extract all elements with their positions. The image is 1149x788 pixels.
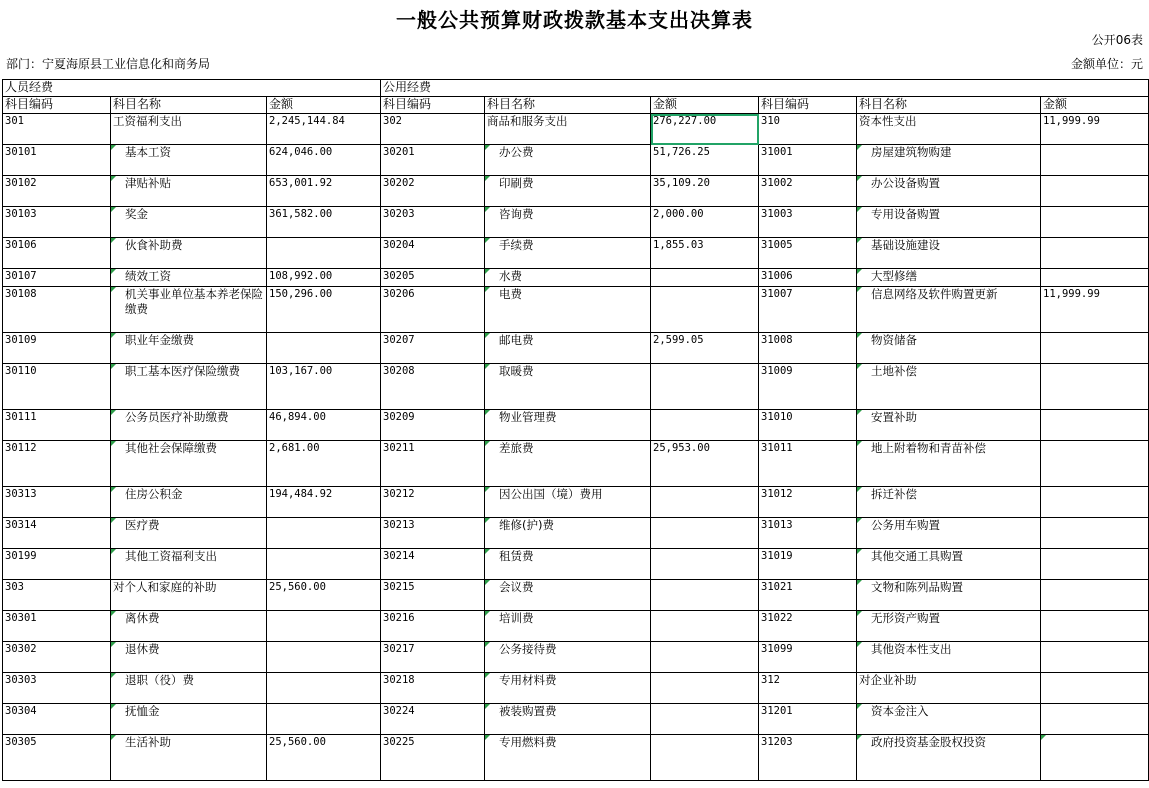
name-cell[interactable]: 对个人和家庭的补助 (111, 580, 267, 611)
name-cell[interactable]: 基础设施建设 (857, 238, 1041, 269)
amount-cell[interactable] (651, 735, 759, 781)
name-cell[interactable]: 离休费 (111, 611, 267, 642)
code-cell[interactable]: 30107 (3, 269, 111, 287)
amount-cell[interactable] (651, 611, 759, 642)
name-cell[interactable]: 拆迁补偿 (857, 487, 1041, 518)
table-row (3, 364, 1149, 410)
code-cell[interactable]: 30209 (381, 410, 485, 441)
amount-cell[interactable] (651, 410, 759, 441)
name-cell[interactable]: 无形资产购置 (857, 611, 1041, 642)
code-cell[interactable]: 31013 (759, 518, 857, 549)
amount-cell[interactable] (267, 673, 381, 704)
table-row (3, 145, 1149, 176)
amount-cell[interactable] (1041, 207, 1149, 238)
code-cell[interactable]: 30207 (381, 333, 485, 364)
code-cell[interactable]: 30303 (3, 673, 111, 704)
code-cell[interactable]: 30213 (381, 518, 485, 549)
amount-cell[interactable] (1041, 549, 1149, 580)
name-cell[interactable]: 退休费 (111, 642, 267, 673)
amount-cell[interactable] (651, 704, 759, 735)
table-row (3, 114, 1149, 145)
amount-cell[interactable]: 25,560.00 (267, 735, 381, 781)
code-cell[interactable]: 31203 (759, 735, 857, 781)
table-row (3, 673, 1149, 704)
name-cell[interactable]: 住房公积金 (111, 487, 267, 518)
code-cell[interactable]: 31003 (759, 207, 857, 238)
code-cell[interactable]: 30101 (3, 145, 111, 176)
code-cell[interactable]: 31006 (759, 269, 857, 287)
name-cell[interactable]: 培训费 (485, 611, 651, 642)
name-cell[interactable]: 其他社会保障缴费 (111, 441, 267, 487)
name-cell[interactable]: 公务员医疗补助缴费 (111, 410, 267, 441)
amount-cell[interactable]: 25,953.00 (651, 441, 759, 487)
name-cell[interactable]: 商品和服务支出 (485, 114, 651, 145)
name-cell[interactable]: 房屋建筑物购建 (857, 145, 1041, 176)
code-cell[interactable]: 30103 (3, 207, 111, 238)
header-code-1[interactable]: 科目编码 (3, 97, 111, 114)
amount-cell[interactable]: 108,992.00 (267, 269, 381, 287)
expenditure-table (2, 79, 1149, 781)
name-cell[interactable]: 取暖费 (485, 364, 651, 410)
name-cell[interactable]: 土地补偿 (857, 364, 1041, 410)
name-cell[interactable]: 职工基本医疗保险缴费 (111, 364, 267, 410)
amount-cell[interactable] (1041, 145, 1149, 176)
amount-cell[interactable]: 194,484.92 (267, 487, 381, 518)
header-row (3, 97, 1149, 114)
amount-unit-label: 金额单位：元 (1070, 57, 1143, 71)
table-row (3, 441, 1149, 487)
code-cell[interactable]: 30224 (381, 704, 485, 735)
amount-cell[interactable] (651, 364, 759, 410)
table-row (3, 549, 1149, 580)
code-cell[interactable]: 30109 (3, 333, 111, 364)
name-cell[interactable]: 办公设备购置 (857, 176, 1041, 207)
amount-cell[interactable]: 51,726.25 (651, 145, 759, 176)
name-cell[interactable]: 职业年金缴费 (111, 333, 267, 364)
code-cell[interactable]: 30217 (381, 642, 485, 673)
amount-cell[interactable] (267, 238, 381, 269)
name-cell[interactable]: 物资储备 (857, 333, 1041, 364)
amount-cell[interactable] (651, 549, 759, 580)
table-row (3, 207, 1149, 238)
header-amount-2[interactable]: 金额 (651, 97, 759, 114)
name-cell[interactable]: 政府投资基金股权投资 (857, 735, 1041, 781)
table-row (3, 333, 1149, 364)
table-row (3, 238, 1149, 269)
amount-cell[interactable] (1041, 642, 1149, 673)
name-cell[interactable]: 物业管理费 (485, 410, 651, 441)
section-public[interactable]: 公用经费 (381, 80, 1149, 97)
code-cell[interactable]: 31099 (759, 642, 857, 673)
amount-cell[interactable]: 2,599.05 (651, 333, 759, 364)
code-cell[interactable]: 30199 (3, 549, 111, 580)
name-cell[interactable]: 水费 (485, 269, 651, 287)
code-cell[interactable]: 30206 (381, 287, 485, 333)
amount-cell[interactable] (1041, 673, 1149, 704)
amount-cell[interactable]: 11,999.99 (1041, 114, 1149, 145)
code-cell[interactable]: 30302 (3, 642, 111, 673)
amount-cell[interactable]: 103,167.00 (267, 364, 381, 410)
name-cell[interactable]: 其他交通工具购置 (857, 549, 1041, 580)
code-cell[interactable]: 31010 (759, 410, 857, 441)
code-cell[interactable]: 30305 (3, 735, 111, 781)
name-cell[interactable]: 其他工资福利支出 (111, 549, 267, 580)
table-row (3, 735, 1149, 781)
name-cell[interactable]: 资本性支出 (857, 114, 1041, 145)
code-cell[interactable]: 30102 (3, 176, 111, 207)
page-title: 一般公共预算财政拨款基本支出决算表 (396, 8, 753, 32)
amount-cell[interactable]: 653,001.92 (267, 176, 381, 207)
name-cell[interactable]: 机关事业单位基本养老保险缴费 (111, 287, 267, 333)
amount-cell[interactable] (651, 673, 759, 704)
name-cell[interactable]: 津贴补贴 (111, 176, 267, 207)
header-name-3[interactable]: 科目名称 (857, 97, 1041, 114)
name-cell[interactable]: 生活补助 (111, 735, 267, 781)
name-cell[interactable]: 文物和陈列品购置 (857, 580, 1041, 611)
form-number: 公开06表 (1091, 33, 1143, 47)
amount-cell[interactable] (267, 518, 381, 549)
code-cell[interactable]: 312 (759, 673, 857, 704)
code-cell[interactable]: 30218 (381, 673, 485, 704)
code-cell[interactable]: 310 (759, 114, 857, 145)
name-cell[interactable]: 专用燃料费 (485, 735, 651, 781)
header-amount-1[interactable]: 金额 (267, 97, 381, 114)
code-cell[interactable]: 30106 (3, 238, 111, 269)
section-personnel[interactable]: 人员经费 (3, 80, 381, 97)
amount-cell[interactable] (651, 269, 759, 287)
table-row (3, 176, 1149, 207)
amount-cell[interactable]: 1,855.03 (651, 238, 759, 269)
amount-cell[interactable] (1041, 518, 1149, 549)
table-row (3, 642, 1149, 673)
table-row (3, 611, 1149, 642)
name-cell[interactable]: 专用设备购置 (857, 207, 1041, 238)
name-cell[interactable]: 邮电费 (485, 333, 651, 364)
name-cell[interactable]: 地上附着物和青苗补偿 (857, 441, 1041, 487)
code-cell[interactable]: 30202 (381, 176, 485, 207)
name-cell[interactable]: 安置补助 (857, 410, 1041, 441)
table-row (3, 580, 1149, 611)
code-cell[interactable]: 30304 (3, 704, 111, 735)
amount-cell[interactable] (267, 611, 381, 642)
code-cell[interactable]: 30111 (3, 410, 111, 441)
name-cell[interactable]: 退职（役）费 (111, 673, 267, 704)
amount-cell[interactable]: 46,894.00 (267, 410, 381, 441)
name-cell[interactable]: 大型修缮 (857, 269, 1041, 287)
name-cell[interactable]: 因公出国（境）费用 (485, 487, 651, 518)
amount-cell[interactable] (1041, 410, 1149, 441)
amount-cell[interactable] (1041, 269, 1149, 287)
code-cell[interactable]: 30205 (381, 269, 485, 287)
name-cell[interactable]: 对企业补助 (857, 673, 1041, 704)
code-cell[interactable]: 31005 (759, 238, 857, 269)
amount-cell[interactable] (651, 580, 759, 611)
code-cell[interactable]: 31022 (759, 611, 857, 642)
amount-cell[interactable] (651, 642, 759, 673)
header-code-3[interactable]: 科目编码 (759, 97, 857, 114)
code-cell[interactable]: 30201 (381, 145, 485, 176)
amount-cell[interactable] (1041, 611, 1149, 642)
code-cell[interactable]: 30225 (381, 735, 485, 781)
code-cell[interactable]: 30108 (3, 287, 111, 333)
code-cell[interactable]: 30212 (381, 487, 485, 518)
amount-cell[interactable] (267, 704, 381, 735)
code-cell[interactable]: 301 (3, 114, 111, 145)
name-cell[interactable]: 公务接待费 (485, 642, 651, 673)
amount-cell[interactable] (1041, 238, 1149, 269)
code-cell[interactable]: 31002 (759, 176, 857, 207)
code-cell[interactable]: 31011 (759, 441, 857, 487)
code-cell[interactable]: 31008 (759, 333, 857, 364)
code-cell[interactable]: 31201 (759, 704, 857, 735)
code-cell[interactable]: 302 (381, 114, 485, 145)
amount-cell[interactable]: 276,227.00 (651, 114, 759, 145)
name-cell[interactable]: 会议费 (485, 580, 651, 611)
code-cell[interactable]: 30301 (3, 611, 111, 642)
code-cell[interactable]: 30313 (3, 487, 111, 518)
name-cell[interactable]: 医疗费 (111, 518, 267, 549)
table-row (3, 704, 1149, 735)
name-cell[interactable]: 咨询费 (485, 207, 651, 238)
name-cell[interactable]: 基本工资 (111, 145, 267, 176)
code-cell[interactable]: 31021 (759, 580, 857, 611)
code-cell[interactable]: 30203 (381, 207, 485, 238)
name-cell[interactable]: 工资福利支出 (111, 114, 267, 145)
name-cell[interactable]: 印刷费 (485, 176, 651, 207)
table-row (3, 518, 1149, 549)
amount-cell[interactable] (1041, 441, 1149, 487)
name-cell[interactable]: 租赁费 (485, 549, 651, 580)
code-cell[interactable]: 30216 (381, 611, 485, 642)
name-cell[interactable]: 绩效工资 (111, 269, 267, 287)
header-amount-3[interactable]: 金额 (1041, 97, 1149, 114)
table-row (3, 487, 1149, 518)
header-code-2[interactable]: 科目编码 (381, 97, 485, 114)
name-cell[interactable]: 专用材料费 (485, 673, 651, 704)
amount-cell[interactable]: 361,582.00 (267, 207, 381, 238)
code-cell[interactable]: 30204 (381, 238, 485, 269)
header-name-2[interactable]: 科目名称 (485, 97, 651, 114)
amount-cell[interactable] (267, 549, 381, 580)
code-cell[interactable]: 31019 (759, 549, 857, 580)
name-cell[interactable]: 维修(护)费 (485, 518, 651, 549)
table-row (3, 410, 1149, 441)
code-cell[interactable]: 30110 (3, 364, 111, 410)
code-cell[interactable]: 31012 (759, 487, 857, 518)
name-cell[interactable]: 资本金注入 (857, 704, 1041, 735)
department-label: 部门：宁夏海原县工业信息化和商务局 (6, 57, 211, 71)
amount-cell[interactable]: 2,681.00 (267, 441, 381, 487)
name-cell[interactable]: 公务用车购置 (857, 518, 1041, 549)
name-cell[interactable]: 奖金 (111, 207, 267, 238)
amount-cell[interactable] (1041, 735, 1149, 781)
amount-cell[interactable] (1041, 333, 1149, 364)
name-cell[interactable]: 电费 (485, 287, 651, 333)
name-cell[interactable]: 其他资本性支出 (857, 642, 1041, 673)
amount-cell[interactable] (1041, 580, 1149, 611)
code-cell[interactable]: 30215 (381, 580, 485, 611)
amount-cell[interactable] (267, 333, 381, 364)
amount-cell[interactable]: 11,999.99 (1041, 287, 1149, 333)
code-cell[interactable]: 31009 (759, 364, 857, 410)
name-cell[interactable]: 抚恤金 (111, 704, 267, 735)
name-cell[interactable]: 伙食补助费 (111, 238, 267, 269)
code-cell[interactable]: 30208 (381, 364, 485, 410)
code-cell[interactable]: 31001 (759, 145, 857, 176)
amount-cell[interactable] (1041, 487, 1149, 518)
amount-cell[interactable]: 624,046.00 (267, 145, 381, 176)
amount-cell[interactable] (1041, 176, 1149, 207)
header-name-1[interactable]: 科目名称 (111, 97, 267, 114)
amount-cell[interactable]: 25,560.00 (267, 580, 381, 611)
amount-cell[interactable] (651, 487, 759, 518)
amount-cell[interactable]: 2,000.00 (651, 207, 759, 238)
name-cell[interactable]: 差旅费 (485, 441, 651, 487)
section-row (3, 80, 1149, 97)
amount-cell[interactable] (651, 287, 759, 333)
name-cell[interactable]: 信息网络及软件购置更新 (857, 287, 1041, 333)
code-cell[interactable]: 30314 (3, 518, 111, 549)
code-cell[interactable]: 303 (3, 580, 111, 611)
name-cell[interactable]: 被装购置费 (485, 704, 651, 735)
table-row (3, 287, 1149, 333)
code-cell[interactable]: 30214 (381, 549, 485, 580)
amount-cell[interactable]: 35,109.20 (651, 176, 759, 207)
amount-cell[interactable] (651, 518, 759, 549)
table-row (3, 269, 1149, 287)
code-cell[interactable]: 31007 (759, 287, 857, 333)
amount-cell[interactable]: 150,296.00 (267, 287, 381, 333)
code-cell[interactable]: 30211 (381, 441, 485, 487)
amount-cell[interactable]: 2,245,144.84 (267, 114, 381, 145)
name-cell[interactable]: 办公费 (485, 145, 651, 176)
code-cell[interactable]: 30112 (3, 441, 111, 487)
amount-cell[interactable] (267, 642, 381, 673)
amount-cell[interactable] (1041, 704, 1149, 735)
amount-cell[interactable] (1041, 364, 1149, 410)
name-cell[interactable]: 手续费 (485, 238, 651, 269)
